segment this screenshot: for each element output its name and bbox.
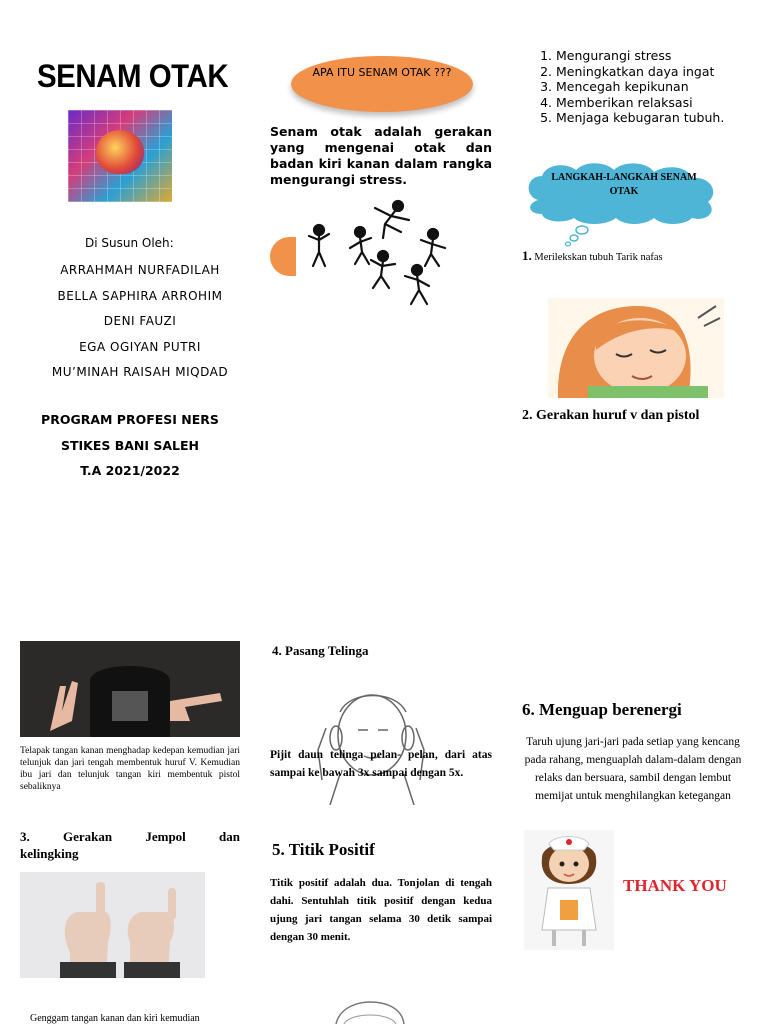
program-line: T.A 2021/2022 (80, 463, 180, 478)
thumb-pinky-photo (20, 872, 205, 978)
author-name: MU’MINAH RAISAH MIQDAD (51, 365, 229, 379)
definition-text: Senam otak adalah gerakan yang mengenai otak dan badan kiri kanan dalam rangka mengurangi stress. (270, 124, 492, 187)
step-4-title: 4. Pasang Telinga (272, 643, 369, 658)
authors-label: Di Susun Oleh: (85, 236, 174, 250)
v-and-pistol-photo (20, 641, 240, 737)
step-1-number: 1. (522, 248, 532, 263)
nurse-illustration (524, 830, 614, 950)
step-3-title: 3. Gerakan Jempol dan (20, 829, 240, 844)
steps-cloud-label: LANGKAH-LANGKAH SENAM OTAK (551, 172, 697, 197)
step-5-title: 5. Titik Positif (272, 840, 375, 859)
step-6-description: Taruh ujung jari-jari pada setiap yang kencang pada rahang, menguaplah dalam-dalam dengan relaks dan bersuara, sambil dengan lembut memijat untuk menghilangkan ketegangan (524, 736, 742, 802)
step-2-title: 2. Gerakan huruf v dan pistol (522, 408, 700, 423)
brochure-title: SENAM OTAK (37, 58, 229, 94)
brain-image (68, 110, 172, 202)
question-oval-label: APA ITU SENAM OTAK ??? (312, 66, 452, 79)
author-name: ARRAHMAH NURFADILAH (60, 263, 220, 277)
benefit-item: 3. Mencegah kepikunan (556, 79, 724, 95)
step-3-description: Genggam tangan kanan dan kiri kemudian (30, 1013, 200, 1024)
author-name: EGA OGIYAN PUTRI (79, 339, 201, 354)
authors-list (40, 263, 240, 391)
step-1 (522, 248, 663, 264)
relaxed-face-illustration (548, 298, 724, 398)
step-3-title-cont: kelingking (20, 846, 79, 861)
orange-half-circle (270, 237, 296, 276)
benefit-item: 4. Memberikan relaksasi (556, 95, 724, 111)
program-line: PROGRAM PROFESI NERS (41, 412, 219, 427)
author-name: BELLA SAPHIRA ARROHIM (57, 288, 223, 303)
step-5-description: Titik positif adalah dua. Tonjolan di tengah dahi. Sentuhlah titik positif dengan kedua ujung jari tangan selama 30 detik sampai dengan 30 menit. (270, 877, 492, 943)
question-oval (291, 56, 473, 112)
face-illustration (330, 1000, 410, 1024)
exercising-people-illustration (305, 196, 450, 311)
thank-you-text: THANK YOU (623, 876, 727, 895)
program-line: STIKES BANI SALEH (60, 437, 200, 453)
step-4-description: Pijit daun telinga pelan- pelan, dari atas sampai ke bawah 3x sampai dengan 5x. (270, 749, 492, 779)
step-1-text: Merilekskan tubuh Tarik nafas (534, 252, 663, 263)
benefits-list (538, 48, 724, 126)
benefit-item: 1. Mengurangi stress (556, 48, 724, 64)
benefit-item: 2. Meningkatkan daya ingat (556, 64, 724, 80)
benefit-item: 5. Menjaga kebugaran tubuh. (556, 110, 724, 126)
program-info (40, 412, 220, 489)
author-name: DENI FAUZI (103, 314, 177, 328)
step-6-title: 6. Menguap berenergi (522, 700, 682, 719)
step-2-description: Telapak tangan kanan menghadap kedepan kemudian jari telunjuk dan jari tengah membentuk huruf V. Kemudian ibu jari dan telunjuk tangan kiri membentuk pistol sebaliknya (20, 746, 240, 792)
